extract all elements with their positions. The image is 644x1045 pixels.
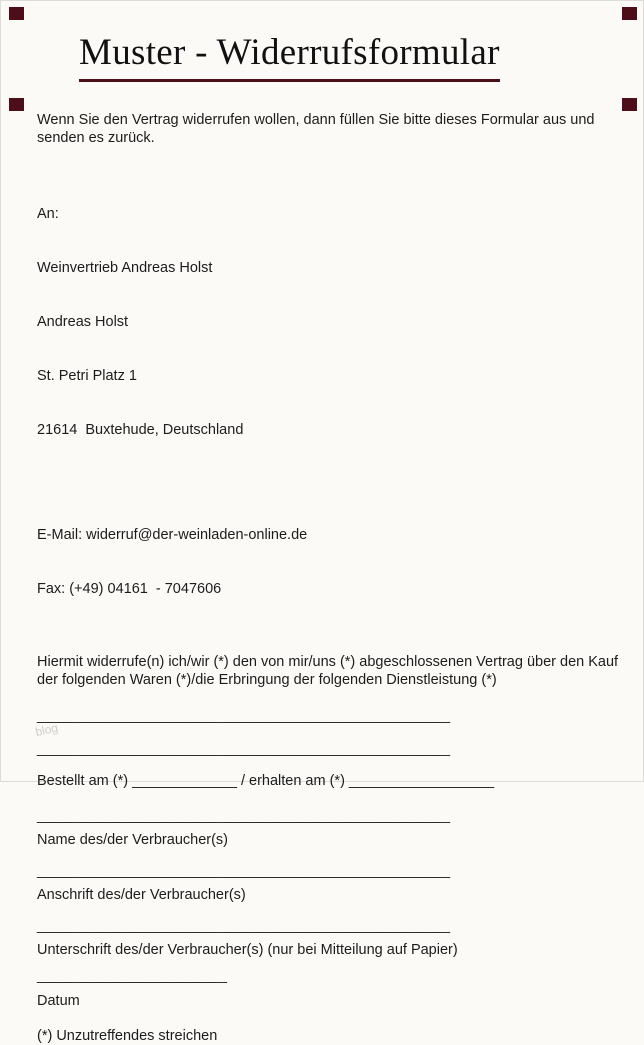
recipient-label: An: xyxy=(37,206,59,222)
intro-text: Wenn Sie den Vertrag widerrufen wollen, dann füllen Sie bitte dieses Formular aus und senden es zurück. xyxy=(37,112,599,146)
fill-line: __________________________________________________ xyxy=(37,741,451,757)
recipient-block xyxy=(37,169,625,475)
name-label: Name des/der Verbraucher(s) xyxy=(37,832,228,848)
fill-line: __________________________________________________ xyxy=(37,708,451,724)
recipient-line: Weinvertrieb Andreas Holst xyxy=(37,260,213,276)
fax-line: Fax: (+49) 04161 - 7047606 xyxy=(37,581,222,597)
contact-block xyxy=(37,490,625,634)
recipient-line: 21614 Buxtehude, Deutschland xyxy=(37,422,244,438)
corner-marker-mid-left xyxy=(9,98,24,111)
declaration-text: Hiermit widerrufe(n) ich/wir (*) den von mir/uns (*) abgeschlossenen Vertrag über den Kauf der folgenden Waren (*)/die Erbringung der folgenden Dienstleistung (*) xyxy=(37,654,623,688)
form-body xyxy=(37,111,625,1045)
corner-marker-top-left xyxy=(9,7,24,20)
date-label: Datum xyxy=(37,993,80,1009)
email-line: E-Mail: widerruf@der-weinladen-online.de xyxy=(37,527,308,543)
date-line: _______________________ xyxy=(37,968,228,984)
signature-label: Unterschrift des/der Verbraucher(s) (nur bei Mitteilung auf Papier) xyxy=(37,942,458,958)
fill-line: __________________________________________________ xyxy=(37,808,451,824)
page-title: Muster - Widerrufsformular xyxy=(79,31,500,82)
recipient-line: St. Petri Platz 1 xyxy=(37,368,137,384)
corner-marker-mid-right xyxy=(622,98,637,111)
corner-marker-top-right xyxy=(622,7,637,20)
address-label: Anschrift des/der Verbraucher(s) xyxy=(37,887,246,903)
recipient-line: Andreas Holst xyxy=(37,314,129,330)
footnote: (*) Unzutreffendes streichen xyxy=(37,1028,218,1044)
fill-line: __________________________________________________ xyxy=(37,863,451,879)
watermark-text: blog xyxy=(34,720,60,739)
fill-line: __________________________________________________ xyxy=(37,918,451,934)
ordered-received-line: Bestellt am (*) _____________ / erhalten am (*) __________________ xyxy=(37,773,495,789)
